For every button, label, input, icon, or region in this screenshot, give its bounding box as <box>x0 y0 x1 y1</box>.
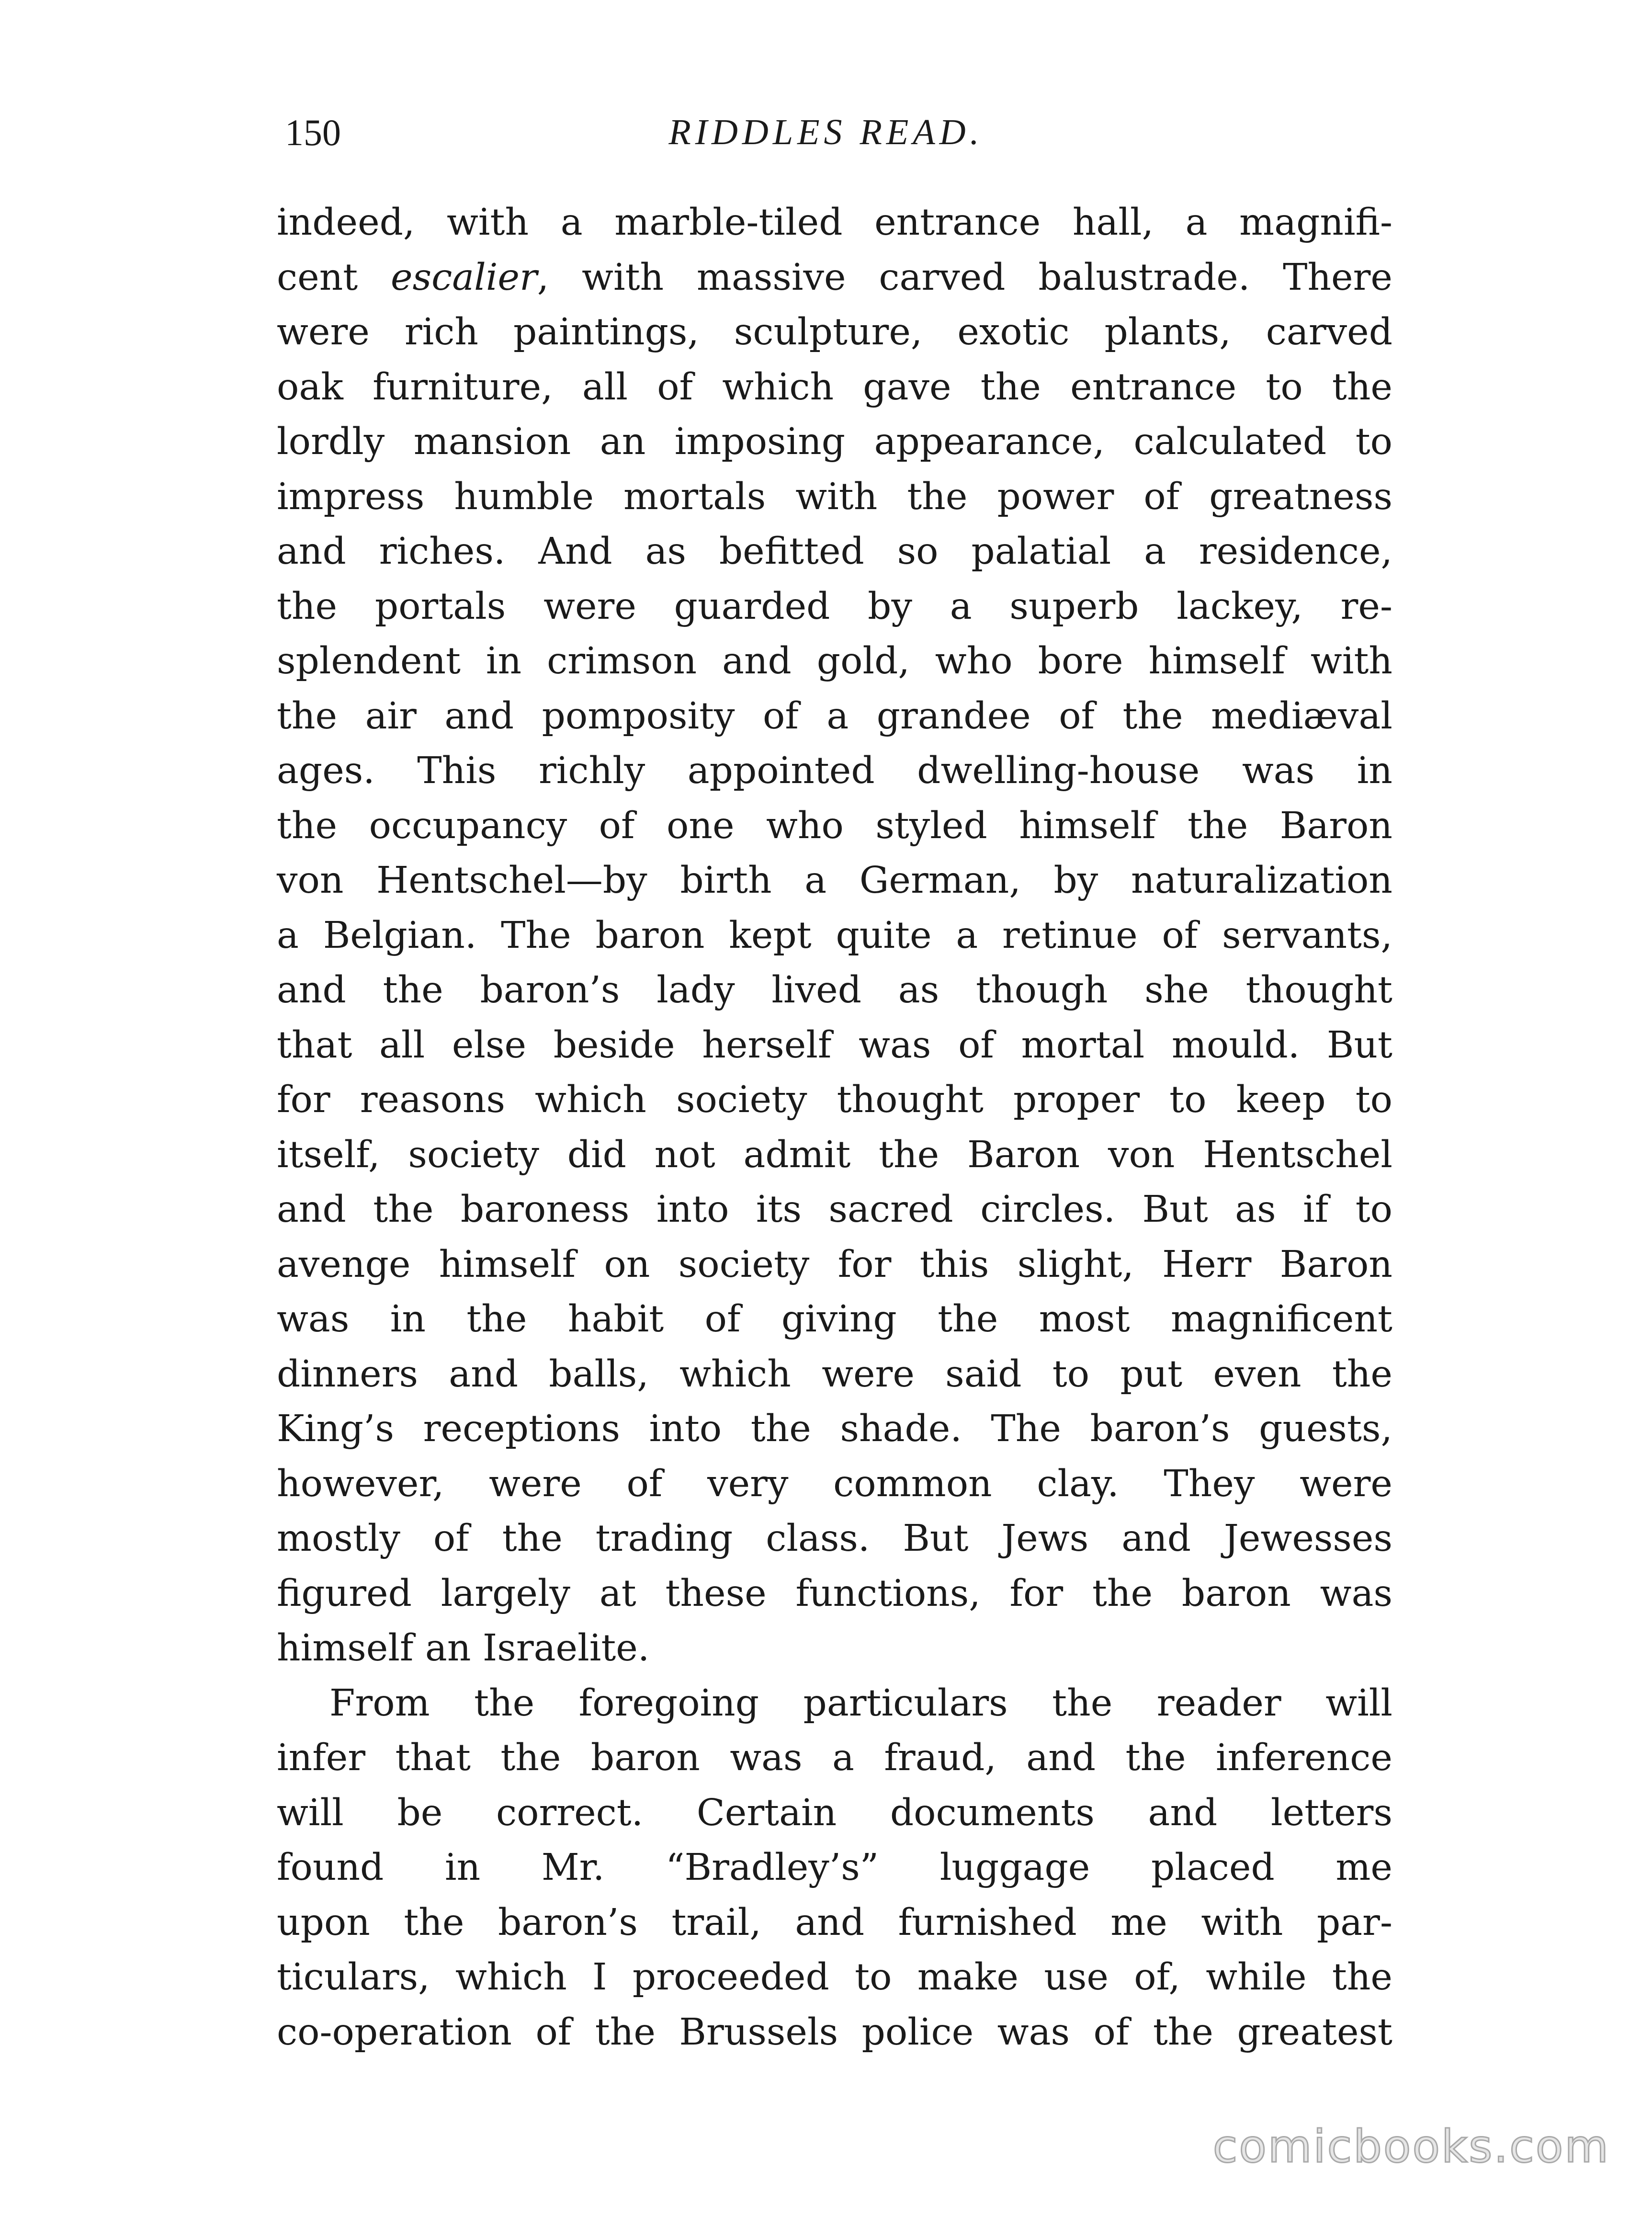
text-run: was in the habit of giving the most magnificent <box>277 1298 1392 1341</box>
text-run: , with massive carved balustrade. There <box>537 256 1392 299</box>
text-run: for reasons which society thought proper to keep to <box>277 1079 1392 1121</box>
text-run: ticulars, which I proceeded to make use of, while the <box>277 1956 1392 1999</box>
text-run: co-operation of the Brussels police was of the greatest <box>277 2011 1392 2054</box>
text-line <box>277 1950 1392 2005</box>
text-line <box>277 1621 1392 1676</box>
text-run: will be correct. Certain documents and letters <box>277 1791 1392 1834</box>
running-title: RIDDLES READ. <box>668 112 984 152</box>
text-run: and the baroness into its sacred circles. But as if to <box>277 1188 1392 1231</box>
text-run: were rich paintings, sculpture, exotic plants, carved <box>277 311 1392 353</box>
text-line <box>277 305 1392 360</box>
text-run: a Belgian. The baron kept quite a retinue of servants, <box>277 914 1392 957</box>
text-run: the portals were guarded by a superb lackey, re- <box>277 585 1392 628</box>
text-run: impress humble mortals with the power of greatness <box>277 475 1392 518</box>
text-line <box>277 634 1392 689</box>
text-run: ages. This richly appointed dwelling-house was in <box>277 750 1392 792</box>
text-line <box>277 579 1392 635</box>
text-run: himself an Israelite. <box>277 1627 650 1670</box>
text-run: infer that the baron was a fraud, and the inference <box>277 1737 1392 1779</box>
italic-text-run: escalier <box>391 256 537 299</box>
text-run: King’s receptions into the shade. The baron’s guests, <box>277 1408 1392 1450</box>
text-run: and riches. And as befitted so palatial a residence, <box>277 530 1392 573</box>
text-line <box>277 1676 1392 1731</box>
text-run: avenge himself on society for this slight, Herr Baron <box>277 1243 1392 1286</box>
text-run: upon the baron’s trail, and furnished me with par- <box>277 1901 1392 1944</box>
text-run: lordly mansion an imposing appearance, calculated to <box>277 420 1392 463</box>
paragraph <box>277 1676 1392 2060</box>
text-line <box>277 1402 1392 1457</box>
body-text <box>277 195 1392 2060</box>
text-line <box>277 1786 1392 1841</box>
text-line <box>277 853 1392 909</box>
text-run: splendent in crimson and gold, who bore himself with <box>277 640 1392 682</box>
text-line <box>277 2005 1392 2060</box>
text-run: the air and pomposity of a grandee of the mediæval <box>277 694 1392 738</box>
text-run: From the foregoing particulars the reader will <box>329 1682 1392 1725</box>
text-run: indeed, with a marble-tiled entrance hall, a magnifi- <box>277 201 1392 244</box>
text-run: and the baron’s lady lived as though she thought <box>277 969 1392 1011</box>
text-run: the occupancy of one who styled himself the Baron <box>277 804 1392 847</box>
text-line <box>277 689 1392 744</box>
text-line <box>277 1073 1392 1128</box>
text-line <box>277 1238 1392 1293</box>
text-line <box>277 1511 1392 1567</box>
text-run: that all else beside herself was of mortal mould. But <box>277 1023 1392 1067</box>
watermark-logo: comicbooks.com <box>1212 2121 1610 2173</box>
text-line <box>277 1182 1392 1238</box>
text-run: figured largely at these functions, for the baron was <box>277 1572 1392 1615</box>
text-line <box>277 1896 1392 1951</box>
text-run: mostly of the trading class. But Jews and Jewesses <box>277 1517 1392 1560</box>
text-line <box>277 1457 1392 1512</box>
text-line <box>277 195 1392 250</box>
text-line <box>277 1018 1392 1073</box>
text-line <box>277 1347 1392 1402</box>
text-line <box>277 250 1392 306</box>
text-line <box>277 1128 1392 1183</box>
text-line <box>277 360 1392 415</box>
text-line <box>277 1567 1392 1622</box>
text-run: itself, society did not admit the Baron von Hentschel <box>277 1133 1392 1176</box>
text-line <box>277 1841 1392 1896</box>
page-number: 150 <box>285 112 341 153</box>
text-run: dinners and balls, which were said to put even the <box>277 1352 1392 1396</box>
text-line <box>277 415 1392 470</box>
text-line <box>277 1731 1392 1786</box>
text-line <box>277 799 1392 854</box>
text-run: however, were of very common clay. They were <box>277 1462 1392 1505</box>
text-line <box>277 744 1392 799</box>
text-line <box>277 963 1392 1018</box>
text-run: cent <box>277 256 391 299</box>
paragraph <box>277 195 1392 1676</box>
text-line <box>277 470 1392 525</box>
text-line <box>277 524 1392 579</box>
text-line <box>277 909 1392 964</box>
text-run: found in Mr. “Bradley’s” luggage placed me <box>277 1846 1392 1889</box>
text-line <box>277 1292 1392 1347</box>
text-run: von Hentschel—by birth a German, by naturalization <box>277 859 1392 902</box>
text-run: oak furniture, all of which gave the entrance to the <box>277 365 1392 409</box>
